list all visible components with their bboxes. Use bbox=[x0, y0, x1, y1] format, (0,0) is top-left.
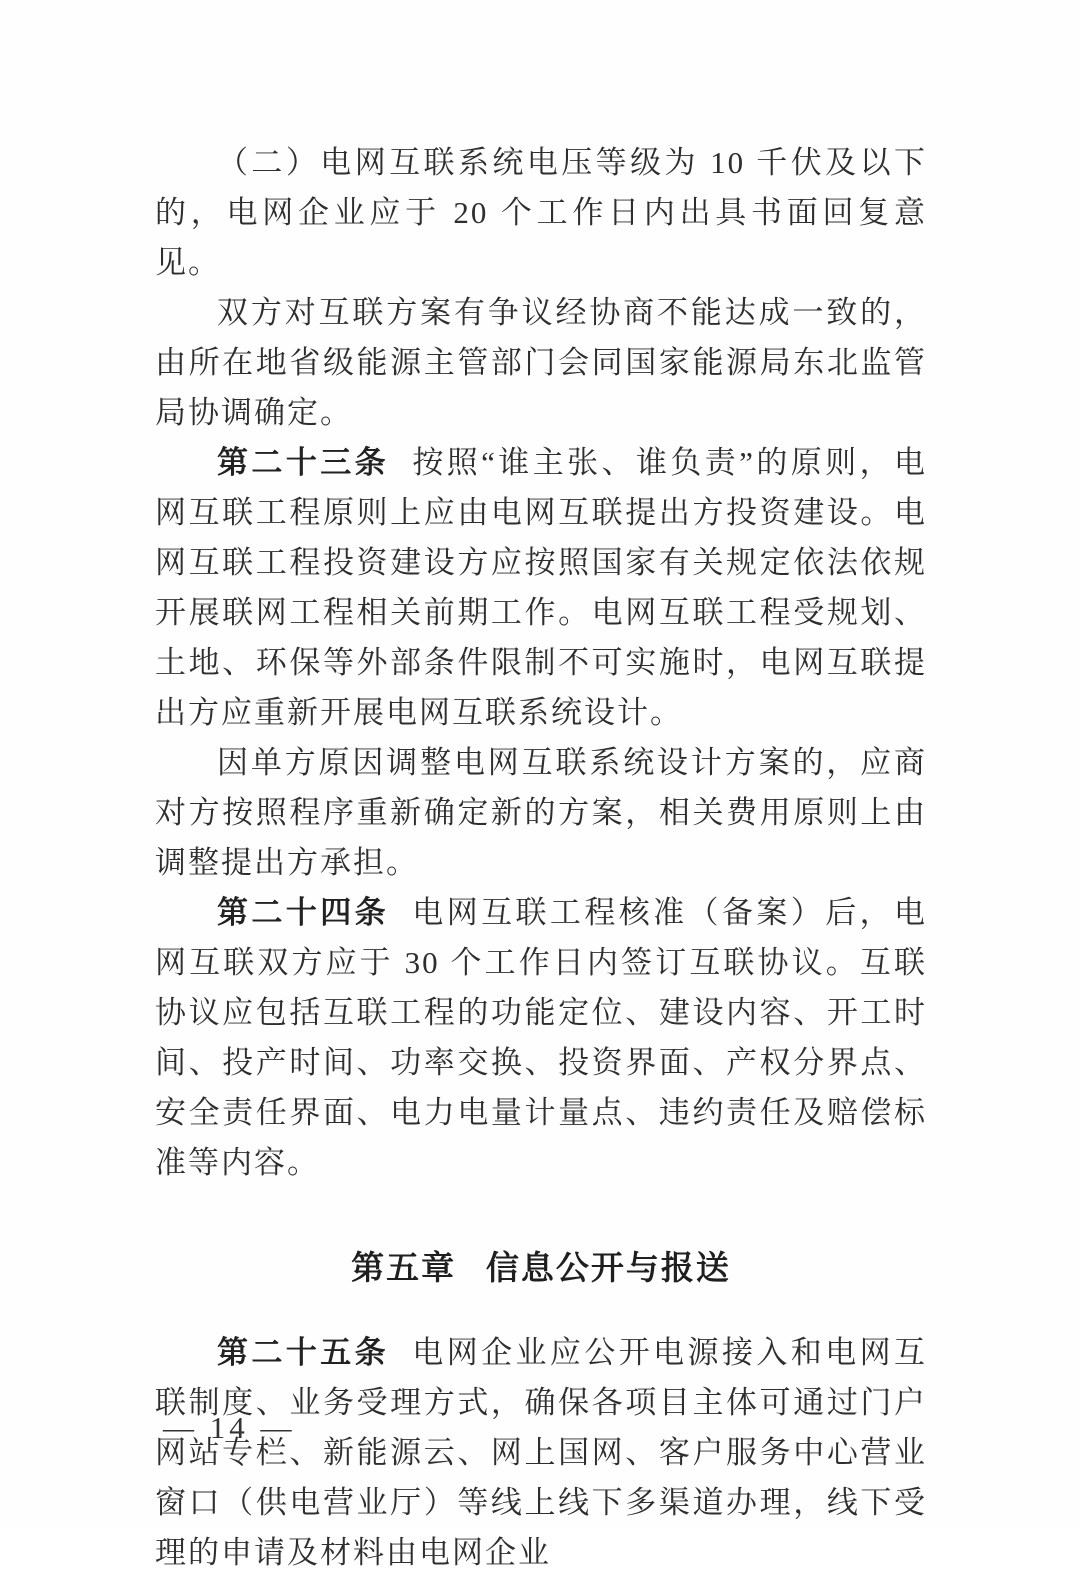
paragraph bbox=[155, 138, 927, 288]
paragraph-article-23 bbox=[155, 438, 927, 738]
paragraph bbox=[155, 738, 927, 888]
article-number: 第二十五条 bbox=[217, 1335, 390, 1371]
paragraph-article-24 bbox=[155, 888, 927, 1188]
article-number: 第二十三条 bbox=[217, 445, 390, 481]
article-number: 第二十四条 bbox=[217, 895, 390, 931]
paragraph bbox=[155, 288, 927, 438]
paragraph-text: 因单方原因调整电网互联系统设计方案的，应商对方按照程序重新确定新的方案，相关费用原则上由调整提出方承担。 bbox=[155, 745, 927, 880]
paragraph-text: 电网企业应公开电源接入和电网互联制度、业务受理方式，确保各项目主体可通过门户网站专栏、新能源云、网上国网、客户服务中心营业窗口（供电营业厅）等线上线下多渠道办理，线下受理的申请及材料由电网企业 bbox=[155, 1335, 928, 1570]
chapter-title: 信息公开与报送 bbox=[485, 1248, 731, 1287]
chapter-number: 第五章 bbox=[351, 1248, 457, 1287]
paragraph-text: 电网互联工程核准（备案）后，电网互联双方应于 30 个工作日内签订互联协议。互联协议应包括互联工程的功能定位、建设内容、开工时间、投产时间、功率交换、投资界面、产权分界点、安全责任界面、电力电量计量点、违约责任及赔偿标准等内容。 bbox=[155, 895, 928, 1180]
page-content bbox=[155, 138, 927, 1578]
chapter-heading bbox=[155, 1243, 927, 1293]
page-number-footer: — 14 — bbox=[163, 1410, 296, 1445]
paragraph-article-25 bbox=[155, 1328, 927, 1578]
paragraph-text: 按照“谁主张、谁负责”的原则，电网互联工程原则上应由电网互联提出方投资建设。电网互联工程投资建设方应按照国家有关规定依法依规开展联网工程相关前期工作。电网互联工程受规划、土地、环保等外部条件限制不可实施时，电网互联提出方应重新开展电网互联系统设计。 bbox=[155, 445, 927, 730]
paragraph-text: 双方对互联方案有争议经协商不能达成一致的，由所在地省级能源主管部门会同国家能源局东北监管局协调确定。 bbox=[155, 295, 927, 430]
paragraph-text: （二）电网互联系统电压等级为 10 千伏及以下的，电网企业应于 20 个工作日内出具书面回复意见。 bbox=[155, 145, 927, 280]
